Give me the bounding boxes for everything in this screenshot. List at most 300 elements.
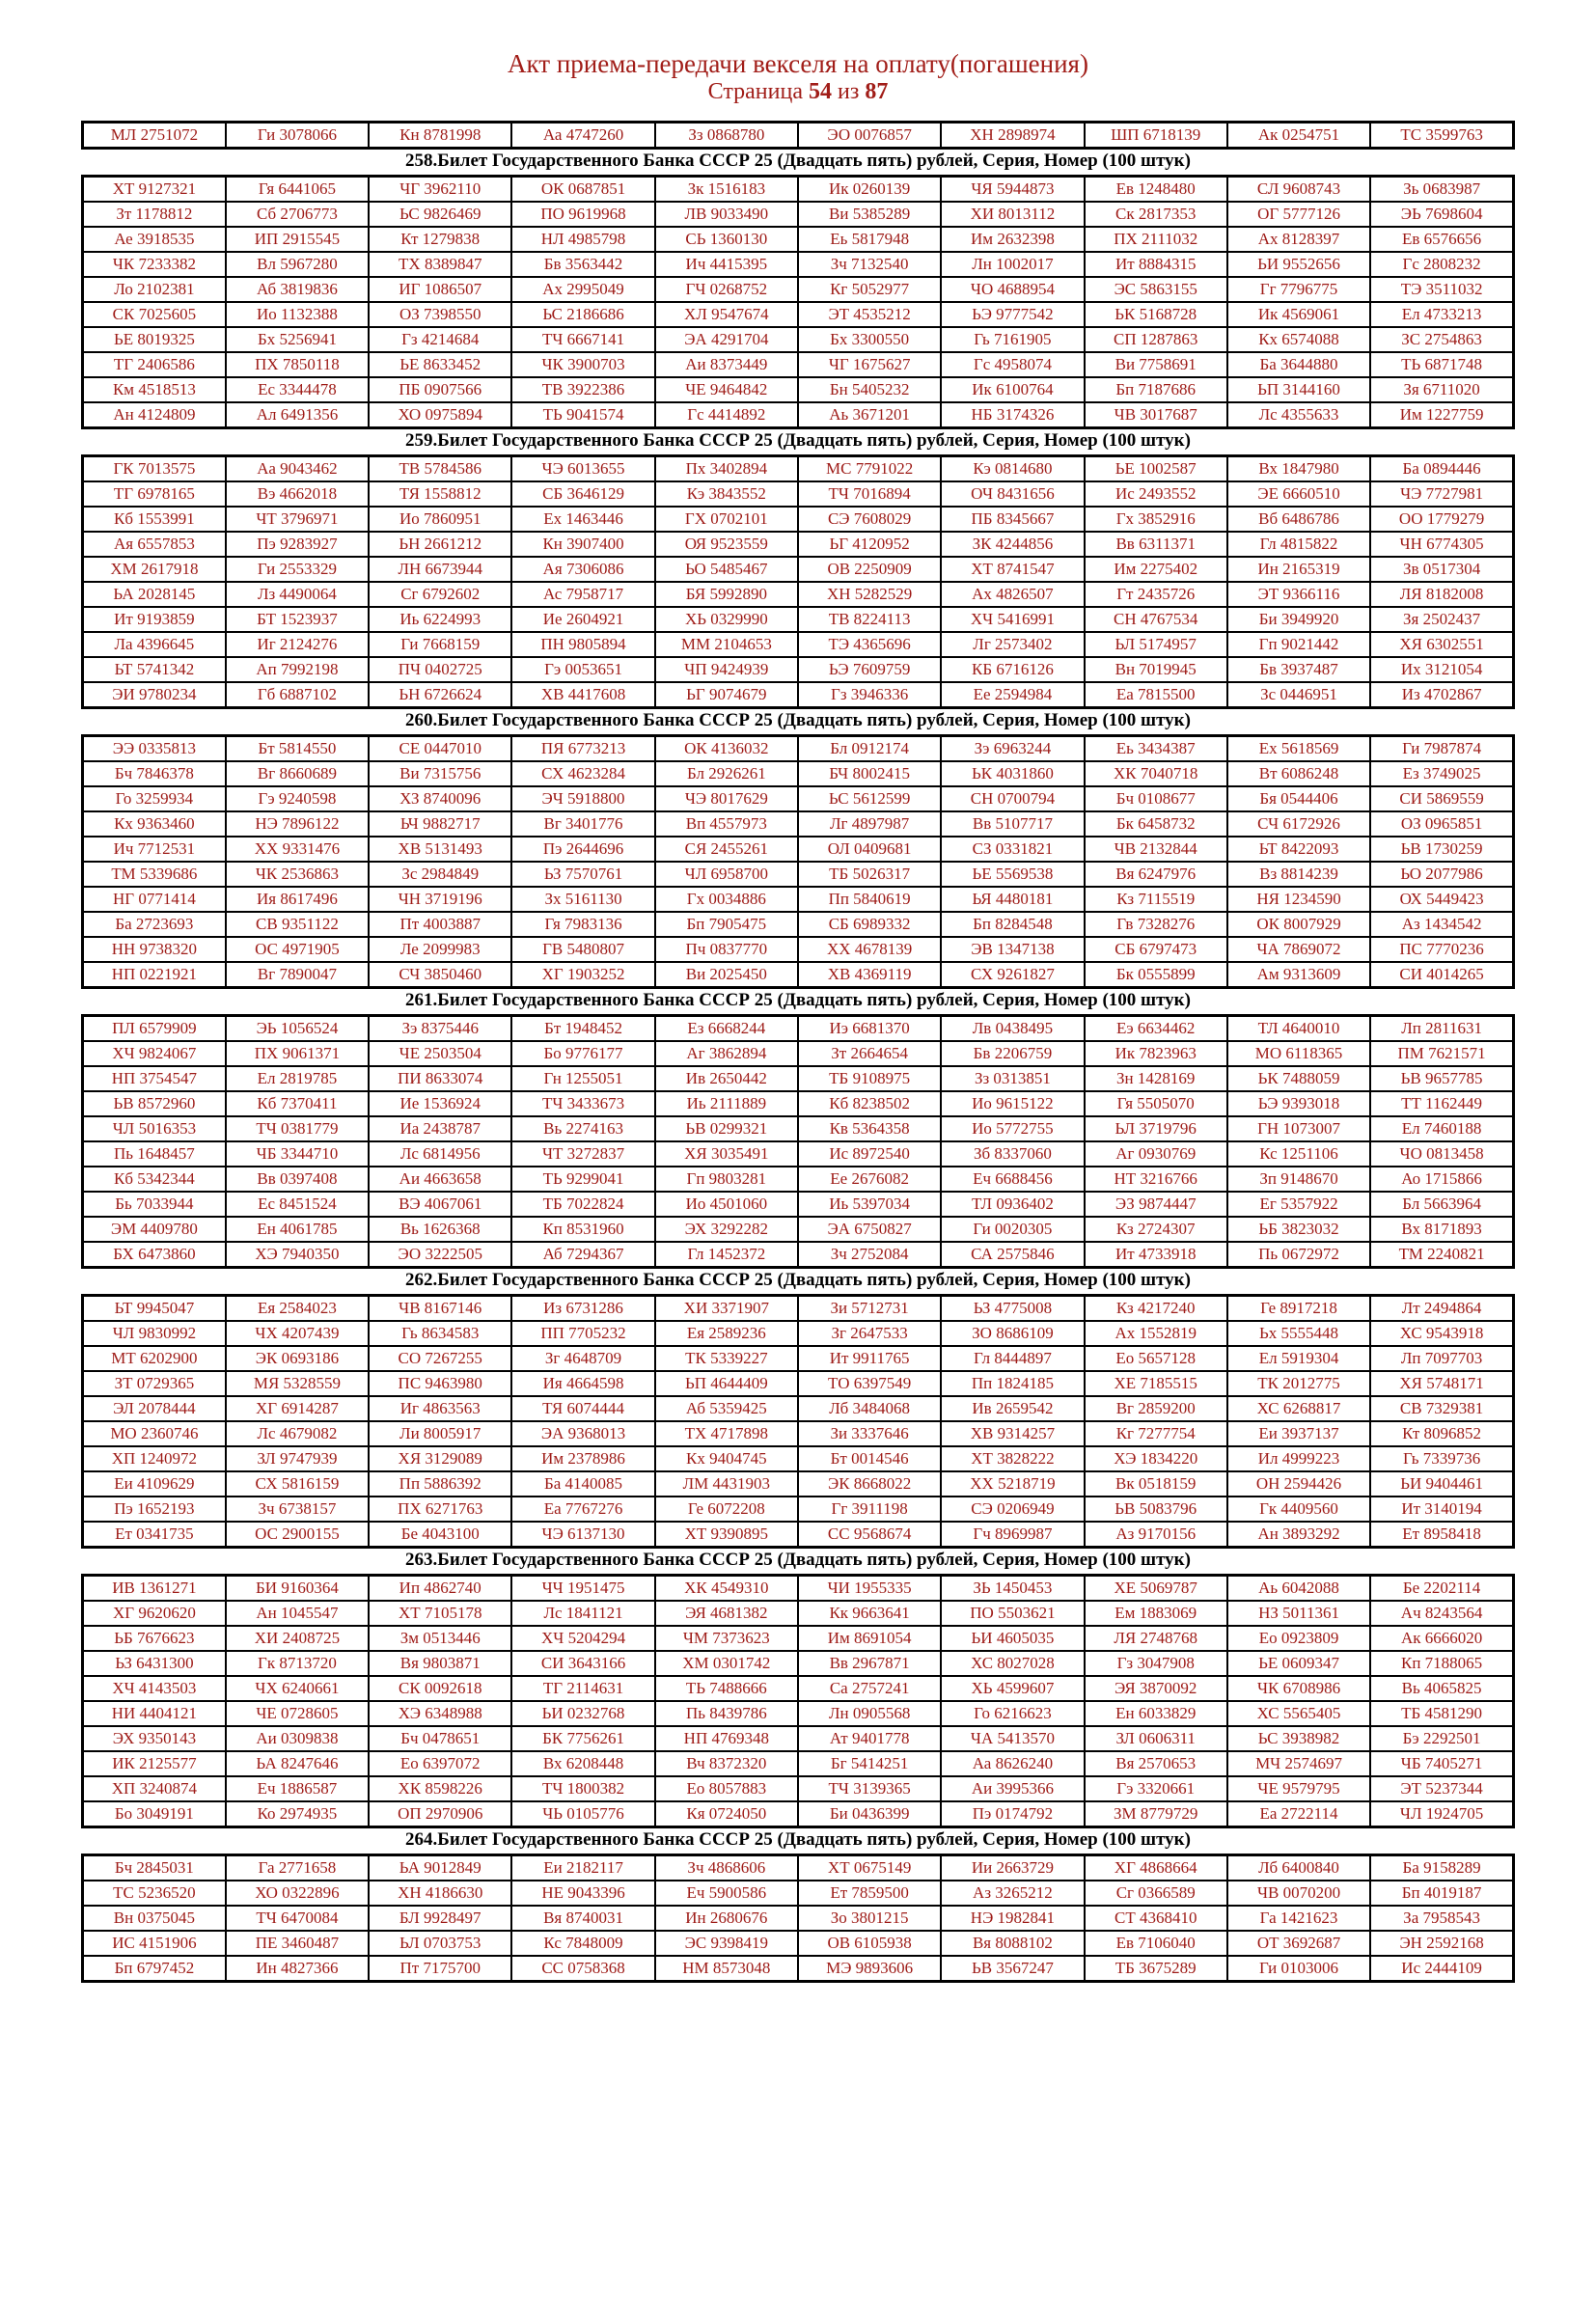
table-row bbox=[83, 481, 1514, 507]
serial-cell: ГХ 0702101 bbox=[655, 507, 798, 532]
serial-cell: Гг 3911198 bbox=[798, 1497, 941, 1522]
serial-cell: ПХ 2111032 bbox=[1085, 227, 1227, 252]
serial-cell: Кс 1251106 bbox=[1227, 1141, 1370, 1167]
serial-cell: Гэ 0053651 bbox=[511, 657, 654, 682]
table-row bbox=[83, 1346, 1514, 1371]
serial-cell: ПБ 0907566 bbox=[369, 377, 511, 402]
serial-cell: Ит 9193859 bbox=[83, 607, 226, 632]
serial-cell: НЕ 9043396 bbox=[511, 1881, 654, 1906]
serial-cell: Ба 2723693 bbox=[83, 912, 226, 937]
serial-cell: ЧО 4688954 bbox=[941, 277, 1084, 302]
serial-cell: НН 9738320 bbox=[83, 937, 226, 962]
serial-cell: ТХ 8389847 bbox=[369, 252, 511, 277]
serial-cell: ЧХ 4207439 bbox=[226, 1321, 369, 1346]
serial-cell: ЧЛ 5016353 bbox=[83, 1116, 226, 1141]
serial-cell: Бв 3563442 bbox=[511, 252, 654, 277]
serial-cell: Кг 5052977 bbox=[798, 277, 941, 302]
serial-cell: ЭМ 4409780 bbox=[83, 1217, 226, 1242]
table-row bbox=[83, 1575, 1514, 1601]
serial-cell: ОВ 2250909 bbox=[798, 557, 941, 582]
serial-cell: ТЭ 4365696 bbox=[798, 632, 941, 657]
table-row bbox=[83, 1446, 1514, 1471]
serial-cell: ЧК 7233382 bbox=[83, 252, 226, 277]
serial-cell: Ел 5919304 bbox=[1227, 1346, 1370, 1371]
serial-cell: Бг 5414251 bbox=[798, 1751, 941, 1776]
serial-cell: Би 0436399 bbox=[798, 1801, 941, 1827]
section-264-table bbox=[81, 1854, 1515, 1983]
serial-cell: Гь 7161905 bbox=[941, 327, 1084, 352]
serial-cell: Пт 7175700 bbox=[369, 1956, 511, 1982]
serial-cell: Ги 3078066 bbox=[226, 123, 369, 149]
serial-cell: Аг 0930769 bbox=[1085, 1141, 1227, 1167]
serial-cell: Ая 6557853 bbox=[83, 532, 226, 557]
serial-cell: ХЬ 4599607 bbox=[941, 1676, 1084, 1701]
serial-cell: ХС 5565405 bbox=[1227, 1701, 1370, 1726]
page-title: Акт приема-передачи векселя на оплату(погашения) bbox=[508, 49, 1088, 78]
serial-cell: ЗМ 8779729 bbox=[1085, 1801, 1227, 1827]
serial-cell: ХЯ 3129089 bbox=[369, 1446, 511, 1471]
serial-cell: Еч 5900586 bbox=[655, 1881, 798, 1906]
serial-cell: Иг 2124276 bbox=[226, 632, 369, 657]
serial-cell: Гэ 3320661 bbox=[1085, 1776, 1227, 1801]
serial-cell: ЧО 0813458 bbox=[1370, 1141, 1513, 1167]
table-row bbox=[83, 962, 1514, 988]
serial-cell: Лб 3484068 bbox=[798, 1396, 941, 1421]
serial-cell: ЬВ 1730259 bbox=[1370, 837, 1513, 862]
page-label: Страница bbox=[707, 78, 803, 104]
serial-cell: НП 3754547 bbox=[83, 1066, 226, 1091]
serial-cell: Бч 7846378 bbox=[83, 761, 226, 786]
serial-cell: ХТ 0675149 bbox=[798, 1854, 941, 1881]
serial-cell: Бо 9776177 bbox=[511, 1041, 654, 1066]
serial-cell: Ги 0103006 bbox=[1227, 1956, 1370, 1982]
serial-cell: Аб 3819836 bbox=[226, 277, 369, 302]
serial-cell: ХИ 3371907 bbox=[655, 1295, 798, 1321]
serial-cell: ЬГ 9074679 bbox=[655, 682, 798, 708]
serial-cell: НЛ 4985798 bbox=[511, 227, 654, 252]
serial-cell: Лб 6400840 bbox=[1227, 1854, 1370, 1881]
serial-cell: Зя 2502437 bbox=[1370, 607, 1513, 632]
serial-cell: Пп 5886392 bbox=[369, 1471, 511, 1497]
serial-cell: ТБ 3675289 bbox=[1085, 1956, 1227, 1982]
serial-cell: ОН 2594426 bbox=[1227, 1471, 1370, 1497]
serial-cell: Ие 1536924 bbox=[369, 1091, 511, 1116]
serial-cell: ОС 4971905 bbox=[226, 937, 369, 962]
serial-cell: СЧ 3850460 bbox=[369, 962, 511, 988]
serial-cell: Вн 7019945 bbox=[1085, 657, 1227, 682]
serial-cell: ТС 3599763 bbox=[1370, 123, 1513, 149]
serial-cell: ЬЯ 4480181 bbox=[941, 887, 1084, 912]
serial-cell: Лн 0905568 bbox=[798, 1701, 941, 1726]
serial-cell: ХС 6268817 bbox=[1227, 1396, 1370, 1421]
serial-cell: Кт 1279838 bbox=[369, 227, 511, 252]
serial-cell: ИГ 1086507 bbox=[369, 277, 511, 302]
serial-cell: Зь 0683987 bbox=[1370, 177, 1513, 203]
serial-cell: ЭЬ 7698604 bbox=[1370, 202, 1513, 227]
serial-cell: Ьх 5555448 bbox=[1227, 1321, 1370, 1346]
serial-cell: СБ 6797473 bbox=[1085, 937, 1227, 962]
table-row bbox=[83, 1015, 1514, 1041]
serial-cell: ЬИ 9404461 bbox=[1370, 1471, 1513, 1497]
serial-cell: Пх 3402894 bbox=[655, 456, 798, 482]
serial-cell: Зг 4648709 bbox=[511, 1346, 654, 1371]
serial-cell: Га 2771658 bbox=[226, 1854, 369, 1881]
serial-cell: Го 6216623 bbox=[941, 1701, 1084, 1726]
serial-cell: Ан 3893292 bbox=[1227, 1522, 1370, 1548]
serial-cell: ТС 5236520 bbox=[83, 1881, 226, 1906]
serial-cell: ХЧ 5416991 bbox=[941, 607, 1084, 632]
serial-cell: ОТ 3692687 bbox=[1227, 1931, 1370, 1956]
serial-cell: Ео 6397072 bbox=[369, 1751, 511, 1776]
serial-cell: Им 2632398 bbox=[941, 227, 1084, 252]
serial-cell: ХК 4549310 bbox=[655, 1575, 798, 1601]
serial-cell: ТЯ 6074444 bbox=[511, 1396, 654, 1421]
serial-cell: ЬЕ 8633452 bbox=[369, 352, 511, 377]
table-row bbox=[83, 227, 1514, 252]
serial-cell: Бв 2206759 bbox=[941, 1041, 1084, 1066]
serial-cell: НЭ 7896122 bbox=[226, 811, 369, 837]
serial-cell: ЬН 6726624 bbox=[369, 682, 511, 708]
serial-cell: ММ 2104653 bbox=[655, 632, 798, 657]
table-row bbox=[83, 123, 1514, 149]
serial-cell: ХП 1240972 bbox=[83, 1446, 226, 1471]
table-row bbox=[83, 786, 1514, 811]
serial-cell: ЬЗ 7570761 bbox=[511, 862, 654, 887]
serial-cell: ОХ 5449423 bbox=[1370, 887, 1513, 912]
serial-cell: Вн 0375045 bbox=[83, 1906, 226, 1931]
serial-cell: Ге 6072208 bbox=[655, 1497, 798, 1522]
serial-cell: Ио 1132388 bbox=[226, 302, 369, 327]
serial-cell: Вя 8088102 bbox=[941, 1931, 1084, 1956]
serial-cell: ЬЗ 4775008 bbox=[941, 1295, 1084, 1321]
serial-cell: НЯ 1234590 bbox=[1227, 887, 1370, 912]
table-row bbox=[83, 532, 1514, 557]
serial-cell: ХВ 4369119 bbox=[798, 962, 941, 988]
serial-cell: ХТ 7105178 bbox=[369, 1601, 511, 1626]
serial-cell: Ел 4733213 bbox=[1370, 302, 1513, 327]
section-258-table bbox=[81, 175, 1515, 429]
serial-cell: Аи 3995366 bbox=[941, 1776, 1084, 1801]
serial-cell: Кз 7115519 bbox=[1085, 887, 1227, 912]
serial-cell: Вк 0518159 bbox=[1085, 1471, 1227, 1497]
serial-cell: Ах 1552819 bbox=[1085, 1321, 1227, 1346]
serial-cell: ЬЛ 5174957 bbox=[1085, 632, 1227, 657]
serial-cell: Вь 4065825 bbox=[1370, 1676, 1513, 1701]
serial-cell: ХК 8598226 bbox=[369, 1776, 511, 1801]
serial-cell: ЬИ 9552656 bbox=[1227, 252, 1370, 277]
serial-cell: Ех 5618569 bbox=[1227, 735, 1370, 761]
serial-cell: ХН 2898974 bbox=[941, 123, 1084, 149]
serial-cell: Вх 1847980 bbox=[1227, 456, 1370, 482]
serial-cell: ЧБ 7405271 bbox=[1370, 1751, 1513, 1776]
serial-cell: ЧЛ 6958700 bbox=[655, 862, 798, 887]
table-row bbox=[83, 252, 1514, 277]
serial-cell: НМ 8573048 bbox=[655, 1956, 798, 1982]
serial-cell: ТЛ 4640010 bbox=[1227, 1015, 1370, 1041]
serial-cell: Вь 1626368 bbox=[369, 1217, 511, 1242]
serial-cell: БК 7756261 bbox=[511, 1726, 654, 1751]
serial-cell: ПН 9805894 bbox=[511, 632, 654, 657]
serial-cell: СЛ 9608743 bbox=[1227, 177, 1370, 203]
serial-cell: Ил 4999223 bbox=[1227, 1446, 1370, 1471]
serial-cell: Бв 3937487 bbox=[1227, 657, 1370, 682]
serial-cell: ЬВ 5083796 bbox=[1085, 1497, 1227, 1522]
serial-cell: Бь 7033944 bbox=[83, 1192, 226, 1217]
serial-cell: ХЧ 4143503 bbox=[83, 1676, 226, 1701]
serial-cell: ЬК 4031860 bbox=[941, 761, 1084, 786]
serial-cell: ЭЧ 5918800 bbox=[511, 786, 654, 811]
table-row bbox=[83, 1091, 1514, 1116]
serial-cell: ТВ 3922386 bbox=[511, 377, 654, 402]
section-header-258: 258.Билет Государственного Банка СССР 25 (Двадцать пять) рублей, Серия, Номер (100 штук) bbox=[405, 151, 1191, 172]
serial-cell: ЬО 2077986 bbox=[1370, 862, 1513, 887]
serial-cell: Ет 0341735 bbox=[83, 1522, 226, 1548]
table-row bbox=[83, 1421, 1514, 1446]
serial-cell: Ио 9615122 bbox=[941, 1091, 1084, 1116]
serial-cell: ТЬ 9299041 bbox=[511, 1167, 654, 1192]
serial-cell: Кк 9663641 bbox=[798, 1601, 941, 1626]
serial-cell: ЬВ 8572960 bbox=[83, 1091, 226, 1116]
serial-cell: ОЗ 7398550 bbox=[369, 302, 511, 327]
serial-cell: МЛ 2751072 bbox=[83, 123, 226, 149]
serial-cell: ХВ 4417608 bbox=[511, 682, 654, 708]
serial-cell: ТЧ 6470084 bbox=[226, 1906, 369, 1931]
serial-cell: ПМ 7621571 bbox=[1370, 1041, 1513, 1066]
serial-cell: ТБ 9108975 bbox=[798, 1066, 941, 1091]
serial-cell: Ла 4396645 bbox=[83, 632, 226, 657]
serial-cell: ЬА 9012849 bbox=[369, 1854, 511, 1881]
serial-cell: ПХ 6271763 bbox=[369, 1497, 511, 1522]
serial-cell: ЧЭ 8017629 bbox=[655, 786, 798, 811]
serial-cell: ЧЕ 2503504 bbox=[369, 1041, 511, 1066]
serial-cell: ГВ 5480807 bbox=[511, 937, 654, 962]
serial-cell: НГ 0771414 bbox=[83, 887, 226, 912]
serial-cell: ПС 7770236 bbox=[1370, 937, 1513, 962]
serial-cell: НП 4769348 bbox=[655, 1726, 798, 1751]
serial-cell: ТЧ 6667141 bbox=[511, 327, 654, 352]
serial-cell: СН 4767534 bbox=[1085, 607, 1227, 632]
serial-cell: Ин 4827366 bbox=[226, 1956, 369, 1982]
serial-cell: Им 2275402 bbox=[1085, 557, 1227, 582]
serial-cell: ХЕ 5069787 bbox=[1085, 1575, 1227, 1601]
serial-cell: СЕ 0447010 bbox=[369, 735, 511, 761]
serial-cell: ПП 7705232 bbox=[511, 1321, 654, 1346]
serial-cell: СИ 5869559 bbox=[1370, 786, 1513, 811]
serial-cell: ОС 2900155 bbox=[226, 1522, 369, 1548]
serial-cell: Еь 5817948 bbox=[798, 227, 941, 252]
serial-cell: ТМ 2240821 bbox=[1370, 1242, 1513, 1268]
serial-cell: МЧ 2574697 bbox=[1227, 1751, 1370, 1776]
serial-cell: Ле 2099983 bbox=[369, 937, 511, 962]
serial-cell: Бо 3049191 bbox=[83, 1801, 226, 1827]
serial-cell: Ия 4664598 bbox=[511, 1371, 654, 1396]
serial-cell: БИ 9160364 bbox=[226, 1575, 369, 1601]
serial-cell: ОЧ 8431656 bbox=[941, 481, 1084, 507]
serial-cell: Еэ 6634462 bbox=[1085, 1015, 1227, 1041]
serial-cell: Ет 8958418 bbox=[1370, 1522, 1513, 1548]
serial-cell: СС 0758368 bbox=[511, 1956, 654, 1982]
serial-cell: Бх 5256941 bbox=[226, 327, 369, 352]
serial-cell: ЧК 3900703 bbox=[511, 352, 654, 377]
serial-cell: Кс 7848009 bbox=[511, 1931, 654, 1956]
serial-cell: Зи 3337646 bbox=[798, 1421, 941, 1446]
serial-cell: Кх 6574088 bbox=[1227, 327, 1370, 352]
serial-cell: Ич 4415395 bbox=[655, 252, 798, 277]
serial-cell: Ио 7860951 bbox=[369, 507, 511, 532]
serial-cell: Ви 5385289 bbox=[798, 202, 941, 227]
serial-cell: Пэ 0174792 bbox=[941, 1801, 1084, 1827]
serial-cell: ОП 2970906 bbox=[369, 1801, 511, 1827]
serial-cell: ЭЯ 3870092 bbox=[1085, 1676, 1227, 1701]
serial-cell: ЧТ 3272837 bbox=[511, 1141, 654, 1167]
serial-cell: ЬО 5485467 bbox=[655, 557, 798, 582]
serial-cell: Ик 6100764 bbox=[941, 377, 1084, 402]
serial-cell: ТВ 8224113 bbox=[798, 607, 941, 632]
carryover-row-table bbox=[81, 121, 1515, 150]
serial-cell: Гя 7983136 bbox=[511, 912, 654, 937]
serial-cell: Пп 1824185 bbox=[941, 1371, 1084, 1396]
serial-cell: ЛЯ 8182008 bbox=[1370, 582, 1513, 607]
serial-cell: ЧП 9424939 bbox=[655, 657, 798, 682]
serial-cell: Гь 7339736 bbox=[1370, 1446, 1513, 1471]
serial-cell: ХИ 2408725 bbox=[226, 1626, 369, 1651]
serial-cell: Ии 2663729 bbox=[941, 1854, 1084, 1881]
serial-cell: ТГ 2114631 bbox=[511, 1676, 654, 1701]
serial-cell: Ин 2165319 bbox=[1227, 557, 1370, 582]
serial-cell: Гс 2808232 bbox=[1370, 252, 1513, 277]
serial-cell: Аа 9043462 bbox=[226, 456, 369, 482]
table-row bbox=[83, 1801, 1514, 1827]
serial-cell: Ви 7315756 bbox=[369, 761, 511, 786]
serial-cell: Вп 4557973 bbox=[655, 811, 798, 837]
serial-cell: Гп 9803281 bbox=[655, 1167, 798, 1192]
serial-cell: ЬТ 5741342 bbox=[83, 657, 226, 682]
serial-cell: ХЭ 1834220 bbox=[1085, 1446, 1227, 1471]
serial-cell: ОО 1779279 bbox=[1370, 507, 1513, 532]
serial-cell: ЬА 8247646 bbox=[226, 1751, 369, 1776]
page-total: 87 bbox=[865, 78, 889, 104]
serial-cell: Пт 4003887 bbox=[369, 912, 511, 937]
serial-cell: Ач 8243564 bbox=[1370, 1601, 1513, 1626]
serial-cell: МС 7791022 bbox=[798, 456, 941, 482]
serial-cell: Кт 8096852 bbox=[1370, 1421, 1513, 1446]
serial-cell: ПИ 8633074 bbox=[369, 1066, 511, 1091]
serial-cell: ЧН 3719196 bbox=[369, 887, 511, 912]
serial-cell: СБ 3646129 bbox=[511, 481, 654, 507]
serial-cell: Кб 8238502 bbox=[798, 1091, 941, 1116]
serial-cell: ЧН 6774305 bbox=[1370, 532, 1513, 557]
serial-cell: Бл 5663964 bbox=[1370, 1192, 1513, 1217]
serial-cell: Ик 0260139 bbox=[798, 177, 941, 203]
serial-cell: Лт 2494864 bbox=[1370, 1295, 1513, 1321]
serial-cell: Ан 4124809 bbox=[83, 402, 226, 428]
serial-cell: ХЭ 6348988 bbox=[369, 1701, 511, 1726]
serial-cell: ЭН 2592168 bbox=[1370, 1931, 1513, 1956]
serial-cell: ГК 7013575 bbox=[83, 456, 226, 482]
serial-cell: Аь 3671201 bbox=[798, 402, 941, 428]
serial-cell: Им 8691054 bbox=[798, 1626, 941, 1651]
serial-cell: ХС 8027028 bbox=[941, 1651, 1084, 1676]
table-row bbox=[83, 1931, 1514, 1956]
serial-cell: ПЯ 6773213 bbox=[511, 735, 654, 761]
serial-cell: ПО 5503621 bbox=[941, 1601, 1084, 1626]
serial-cell: Гл 8444897 bbox=[941, 1346, 1084, 1371]
serial-cell: НЗ 5011361 bbox=[1227, 1601, 1370, 1626]
table-row bbox=[83, 177, 1514, 203]
serial-cell: Зэ 6963244 bbox=[941, 735, 1084, 761]
serial-cell: СП 1287863 bbox=[1085, 327, 1227, 352]
table-row bbox=[83, 862, 1514, 887]
serial-cell: Лз 4490064 bbox=[226, 582, 369, 607]
section-header-263: 263.Билет Государственного Банка СССР 25 (Двадцать пять) рублей, Серия, Номер (100 штук) bbox=[405, 1549, 1191, 1570]
serial-cell: ЧЕ 0728605 bbox=[226, 1701, 369, 1726]
serial-cell: НБ 3174326 bbox=[941, 402, 1084, 428]
serial-cell: ЧЕ 9464842 bbox=[655, 377, 798, 402]
serial-cell: ПЛ 6579909 bbox=[83, 1015, 226, 1041]
serial-cell: СХ 4623284 bbox=[511, 761, 654, 786]
serial-cell: ТЧ 0381779 bbox=[226, 1116, 369, 1141]
serial-cell: Ие 2604921 bbox=[511, 607, 654, 632]
serial-cell: Ит 3140194 bbox=[1370, 1497, 1513, 1522]
serial-cell: Ал 6491356 bbox=[226, 402, 369, 428]
serial-cell: МТ 6202900 bbox=[83, 1346, 226, 1371]
serial-cell: Бл 2926261 bbox=[655, 761, 798, 786]
serial-cell: Са 2757241 bbox=[798, 1676, 941, 1701]
serial-cell: Би 3949920 bbox=[1227, 607, 1370, 632]
serial-cell: Пп 5840619 bbox=[798, 887, 941, 912]
serial-cell: Из 6731286 bbox=[511, 1295, 654, 1321]
serial-cell: Гв 7328276 bbox=[1085, 912, 1227, 937]
serial-cell: ЬН 2661212 bbox=[369, 532, 511, 557]
section-header-260: 260.Билет Государственного Банка СССР 25 (Двадцать пять) рублей, Серия, Номер (100 штук) bbox=[405, 710, 1191, 731]
serial-cell: Гс 4414892 bbox=[655, 402, 798, 428]
serial-cell: Гч 8969987 bbox=[941, 1522, 1084, 1548]
serial-cell: ЬЕ 1002587 bbox=[1085, 456, 1227, 482]
serial-cell: Пь 1648457 bbox=[83, 1141, 226, 1167]
serial-cell: Бт 5814550 bbox=[226, 735, 369, 761]
table-row bbox=[83, 1676, 1514, 1701]
serial-cell: Аб 5359425 bbox=[655, 1396, 798, 1421]
serial-cell: Ев 6576656 bbox=[1370, 227, 1513, 252]
serial-cell: Ли 8005917 bbox=[369, 1421, 511, 1446]
serial-cell: Еи 2182117 bbox=[511, 1854, 654, 1881]
serial-cell: ЧМ 7373623 bbox=[655, 1626, 798, 1651]
serial-cell: Зо 3801215 bbox=[798, 1906, 941, 1931]
serial-cell: ЛВ 9033490 bbox=[655, 202, 798, 227]
serial-cell: Вя 2570653 bbox=[1085, 1751, 1227, 1776]
serial-cell: ЬЕ 0609347 bbox=[1227, 1651, 1370, 1676]
serial-cell: ХК 7040718 bbox=[1085, 761, 1227, 786]
serial-cell: ХМ 2617918 bbox=[83, 557, 226, 582]
serial-cell: Ео 8057883 bbox=[655, 1776, 798, 1801]
serial-cell: ОЛ 0409681 bbox=[798, 837, 941, 862]
serial-cell: ТЬ 6871748 bbox=[1370, 352, 1513, 377]
serial-cell: Ет 7859500 bbox=[798, 1881, 941, 1906]
serial-cell: Бт 1948452 bbox=[511, 1015, 654, 1041]
serial-cell: ЧХ 6240661 bbox=[226, 1676, 369, 1701]
serial-cell: ХХ 9331476 bbox=[226, 837, 369, 862]
serial-cell: Ги 7668159 bbox=[369, 632, 511, 657]
serial-cell: Ко 2974935 bbox=[226, 1801, 369, 1827]
serial-cell: НП 0221921 bbox=[83, 962, 226, 988]
serial-cell: ЭЬ 1056524 bbox=[226, 1015, 369, 1041]
serial-cell: ОЗ 0965851 bbox=[1370, 811, 1513, 837]
serial-cell: ХО 0975894 bbox=[369, 402, 511, 428]
serial-cell: Аи 8373449 bbox=[655, 352, 798, 377]
serial-cell: Вт 6086248 bbox=[1227, 761, 1370, 786]
serial-cell: ЬВ 0299321 bbox=[655, 1116, 798, 1141]
serial-cell: БЧ 8002415 bbox=[798, 761, 941, 786]
